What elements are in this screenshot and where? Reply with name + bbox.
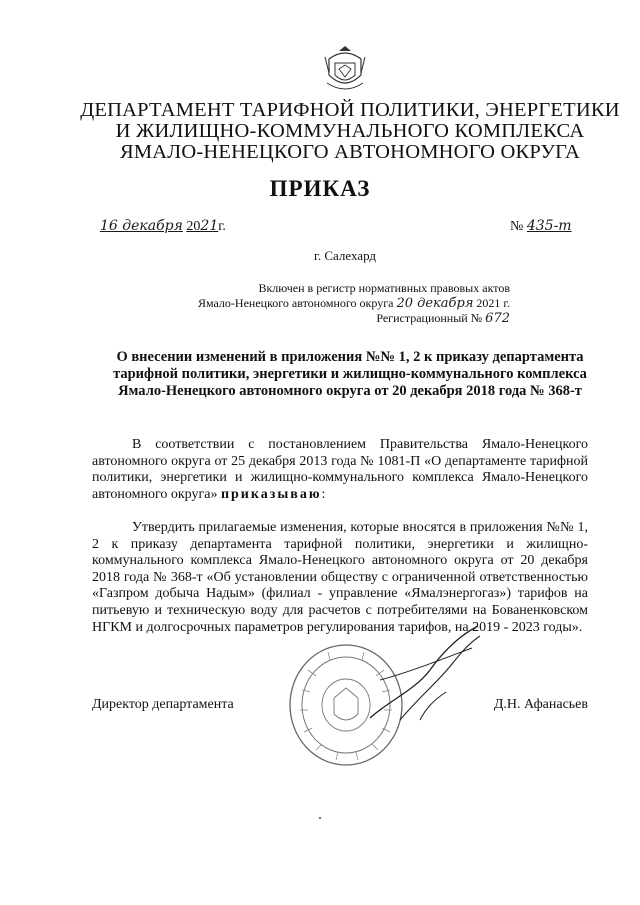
preamble-paragraph bbox=[92, 437, 588, 503]
registry-line-2-suffix: 2021 г. bbox=[476, 296, 510, 310]
department-line-3: ЯМАЛО-НЕНЕЦКОГО АВТОНОМНОГО ОКРУГА bbox=[119, 141, 581, 163]
operative-paragraph bbox=[92, 520, 588, 636]
operative-text: Утвердить прилагаемые изменения, которые вносятся в приложения №№ 1, 2 к приказу департамента тарифной политики, энергетики и жилищно-коммунального комплекса Ямало-Ненецкого автономного округа от 20 декабря 2018 года № 368-т «Об установлении обществу с ограниченной ответственностью «Газпром добыча Надым» (филиал - управление «Ямалэнергогаз») тарифов на питьевую и техническую воду для расчетов с потребителями на Бованенковском НГКМ и долгосрочных параметров регулирования тарифов, на 2019 - 2023 годы». bbox=[92, 520, 588, 635]
order-date-day-month: 16 декабря bbox=[100, 218, 183, 234]
department-title bbox=[60, 100, 640, 163]
signatory-position: Директор департамента bbox=[92, 697, 234, 712]
signatory-name: Д.Н. Афанасьев bbox=[493, 697, 588, 712]
registry-stamp bbox=[170, 281, 510, 326]
order-subject: О внесении изменений в приложения №№ 1, 2 к приказу департамента тарифной политики, энергетики и жилищно-коммунального комплекса Ямало-Ненецкого автономного округа от 20 декабря 2018 года № 368-т bbox=[113, 349, 587, 399]
registry-line-1: Включен в регистр нормативных правовых актов bbox=[258, 281, 510, 295]
registry-line-2 bbox=[170, 296, 510, 311]
order-number-label: № bbox=[510, 219, 524, 234]
command-word: приказываю bbox=[220, 486, 322, 502]
order-date bbox=[100, 218, 226, 235]
order-number-value: 435-т bbox=[526, 218, 572, 234]
order-date-year-prefix: 20 bbox=[186, 219, 201, 234]
department-line-2: И ЖИЛИЩНО-КОММУНАЛЬНОГО КОМПЛЕКСА bbox=[115, 120, 585, 142]
order-date-year-suffix: 21 bbox=[200, 218, 219, 234]
registry-line-3 bbox=[170, 311, 510, 326]
document-type-heading: ПРИКАЗ bbox=[269, 176, 371, 201]
registry-number-label: Регистрационный № bbox=[376, 311, 483, 325]
handwritten-signature bbox=[360, 620, 490, 730]
department-line-1: ДЕПАРТАМЕНТ ТАРИФНОЙ ПОЛИТИКИ, ЭНЕРГЕТИКИ bbox=[80, 99, 620, 121]
registry-date: 20 декабря bbox=[396, 296, 474, 311]
registry-line-2-prefix: Ямало-Ненецкого автономного округа bbox=[197, 296, 394, 310]
preamble-text: В соответствии с постановлением Правительства Ямало-Ненецкого автономного округа от 25 декабря 2013 года № 1081-П «О департаменте тарифной политики, энергетики и жилищно-коммунального комплекса Ямало-Ненецкого автономного округа» bbox=[92, 437, 588, 502]
order-number bbox=[510, 218, 572, 235]
coat-of-arms-icon bbox=[323, 45, 367, 93]
order-date-year-end: г. bbox=[218, 219, 226, 234]
preamble-end: : bbox=[321, 486, 326, 502]
city-line: г. Салехард bbox=[313, 248, 377, 263]
page-mark bbox=[319, 817, 321, 819]
registry-number: 672 bbox=[485, 311, 510, 326]
